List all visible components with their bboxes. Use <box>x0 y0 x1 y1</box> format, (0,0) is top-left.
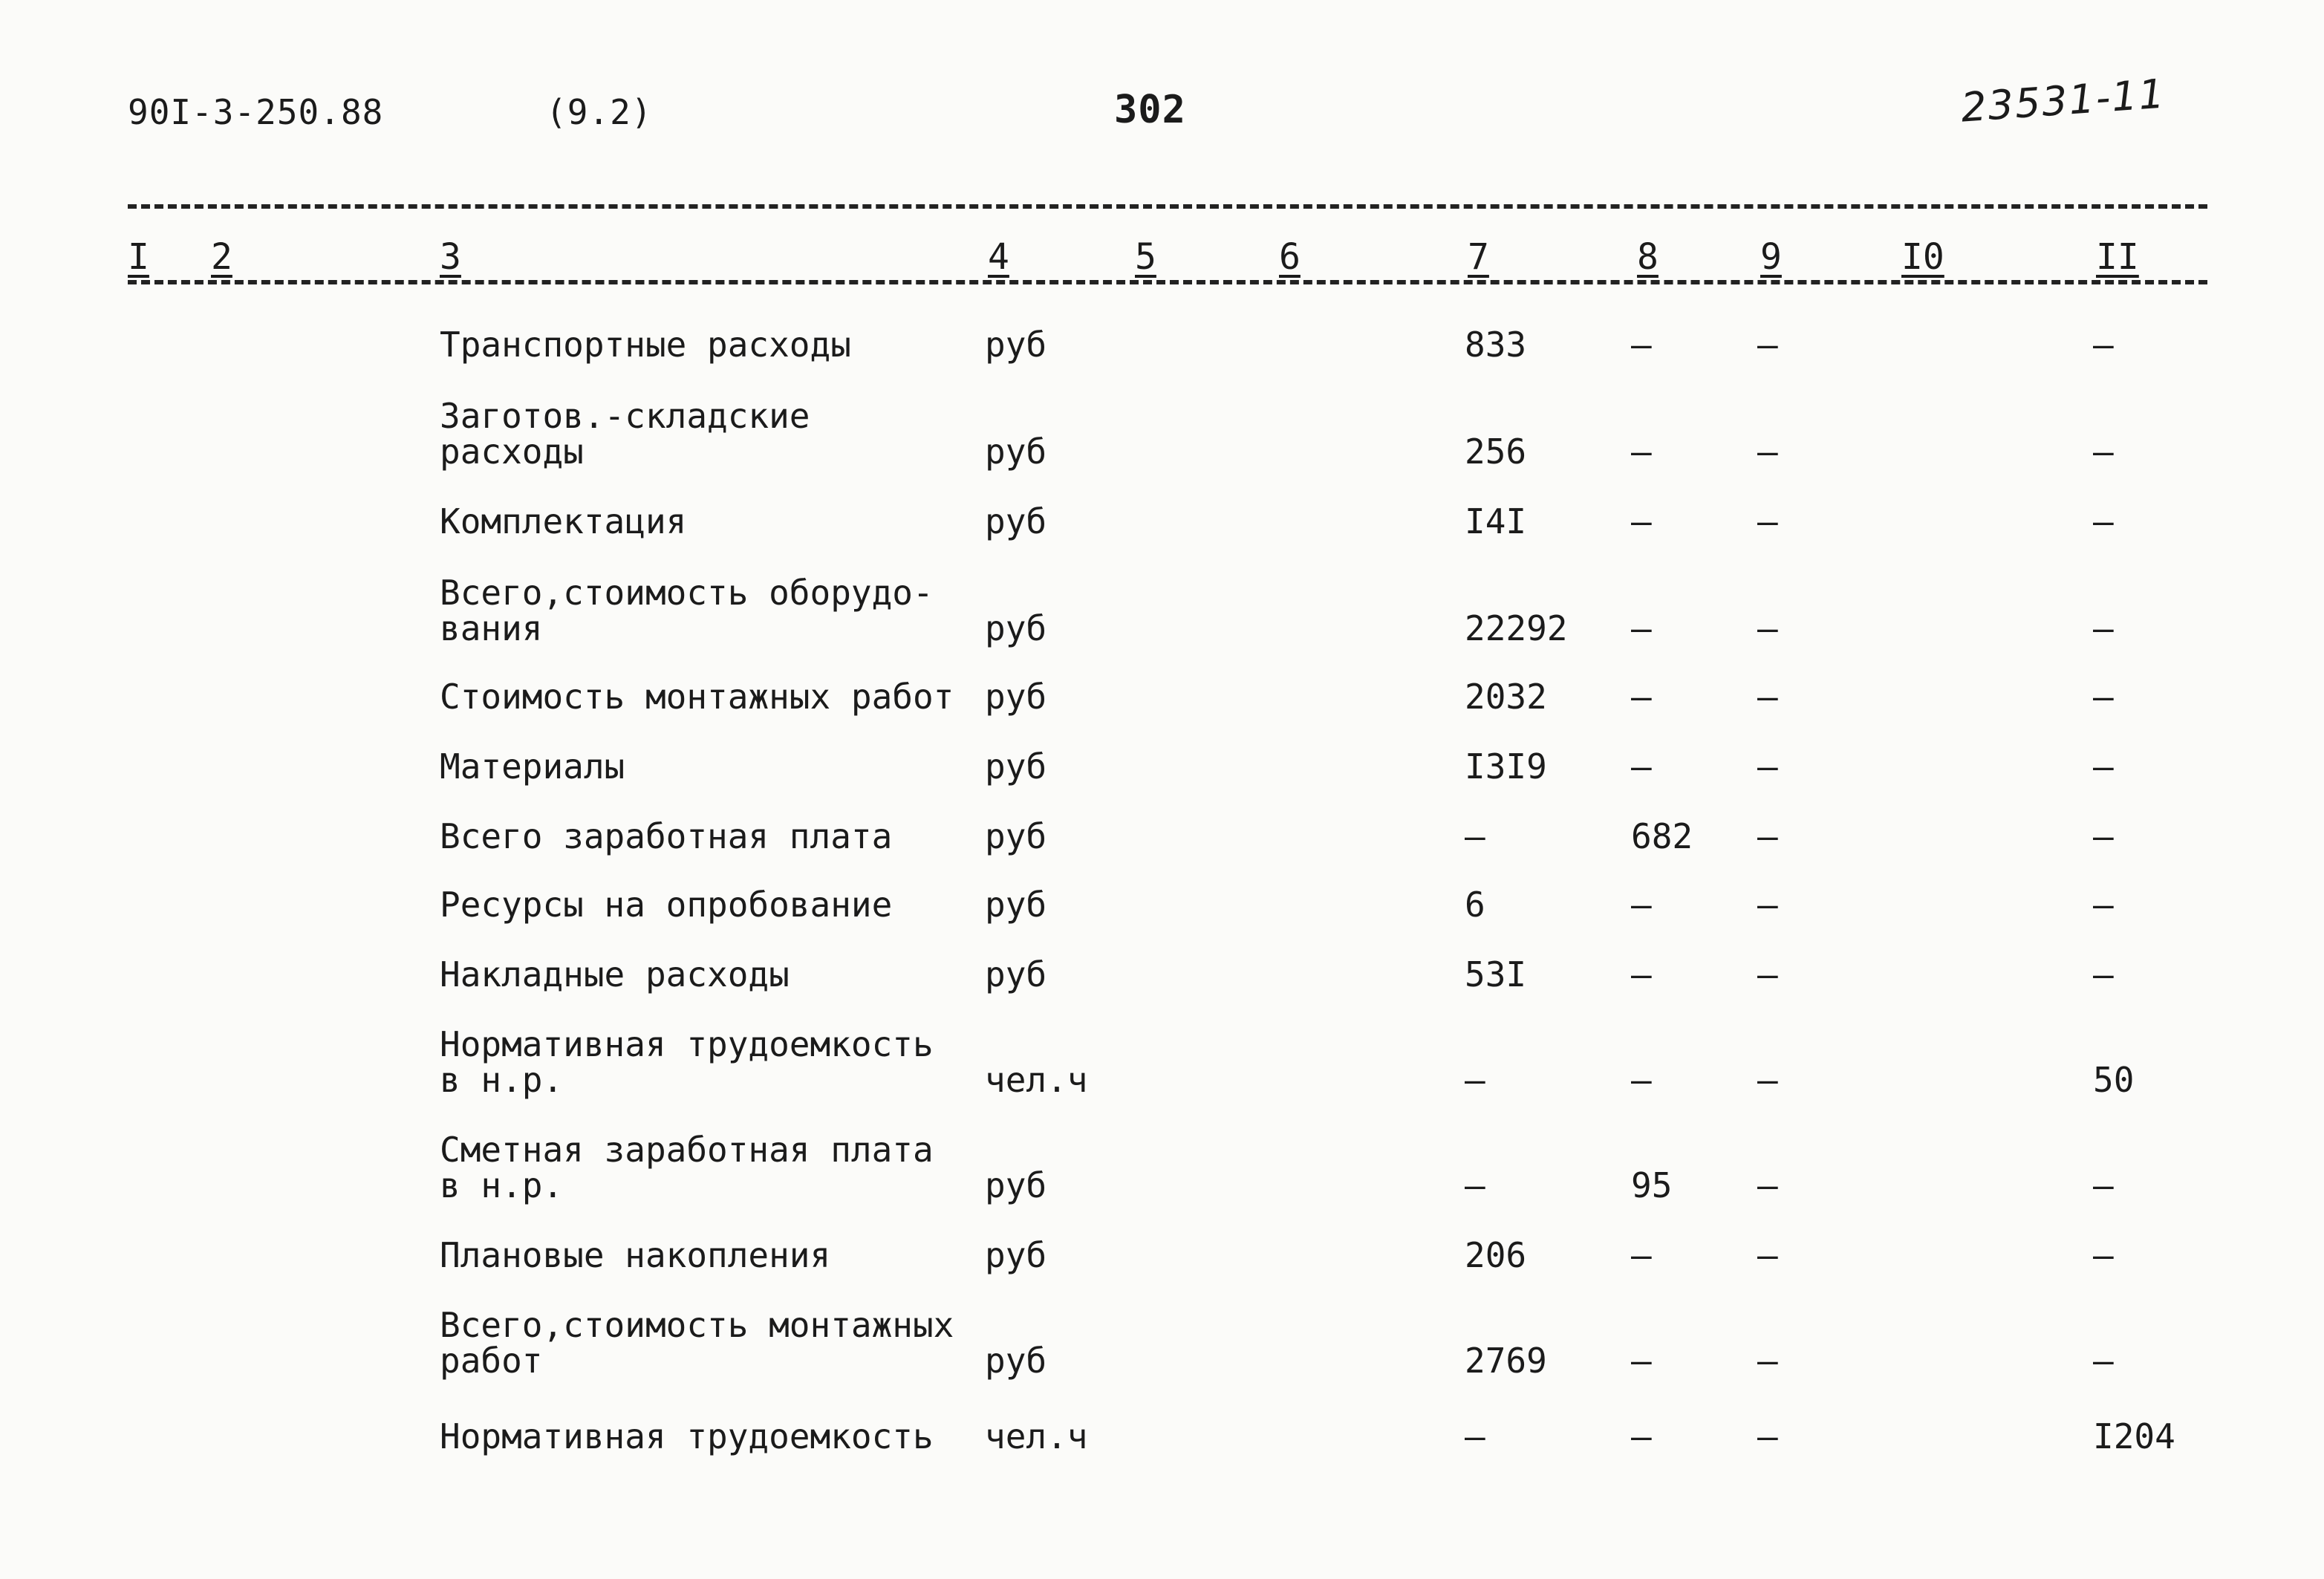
row-label: Всего,стоимость оборудо- вания <box>440 573 934 648</box>
row-label: Материалы <box>440 746 625 787</box>
row-value-col11: – <box>2093 501 2114 541</box>
row-unit: руб <box>985 608 1047 648</box>
section-number: (9.2) <box>546 92 653 132</box>
row-value-col7: 206 <box>1465 1235 1527 1275</box>
row-value-col7: 833 <box>1465 325 1527 365</box>
row-value-col9: – <box>1757 325 1778 365</box>
column-header-5: 5 <box>1135 236 1156 278</box>
row-value-col7: – <box>1465 1165 1485 1205</box>
row-unit: чел.ч <box>985 1060 1088 1100</box>
row-value-col7: – <box>1465 1060 1485 1100</box>
row-value-col8: – <box>1631 954 1652 994</box>
column-header-1: I <box>128 236 149 278</box>
row-value-col8: – <box>1631 746 1652 787</box>
row-value-col11: – <box>2093 432 2114 472</box>
row-unit: руб <box>985 746 1047 787</box>
handwritten-id: 23531-11 <box>1959 70 2167 131</box>
column-header-7: 7 <box>1468 236 1489 278</box>
row-value-col9: – <box>1757 501 1778 541</box>
row-value-col7: 53I <box>1465 954 1527 994</box>
row-value-col9: – <box>1757 1060 1778 1100</box>
column-header-rule <box>128 280 2207 284</box>
row-value-col8: – <box>1631 501 1652 541</box>
row-unit: руб <box>985 885 1047 925</box>
row-value-col9: – <box>1757 746 1778 787</box>
row-unit: руб <box>985 1165 1047 1205</box>
row-value-col11: – <box>2093 677 2114 717</box>
row-value-col9: – <box>1757 1416 1778 1456</box>
row-value-col9: – <box>1757 1341 1778 1381</box>
row-unit: руб <box>985 954 1047 994</box>
row-unit: руб <box>985 325 1047 365</box>
column-header-10: I0 <box>1901 236 1944 278</box>
row-label: Всего заработная плата <box>440 816 893 856</box>
row-label: Сметная заработная плата в н.р. <box>440 1130 934 1205</box>
row-value-col9: – <box>1757 816 1778 856</box>
row-unit: руб <box>985 432 1047 472</box>
row-value-col7: – <box>1465 816 1485 856</box>
row-value-col11: – <box>2093 746 2114 787</box>
column-header-3: 3 <box>440 236 461 278</box>
row-value-col8: 682 <box>1631 816 1693 856</box>
row-unit: руб <box>985 816 1047 856</box>
row-value-col8: – <box>1631 1341 1652 1381</box>
row-value-col8: – <box>1631 1060 1652 1100</box>
row-value-col9: – <box>1757 608 1778 648</box>
row-value-col7: I3I9 <box>1465 746 1547 787</box>
row-value-col11: 50 <box>2093 1060 2135 1100</box>
row-value-col9: – <box>1757 432 1778 472</box>
row-unit: руб <box>985 1235 1047 1275</box>
row-value-col9: – <box>1757 885 1778 925</box>
row-label: Ресурсы на опробование <box>440 885 893 925</box>
row-value-col11: I204 <box>2093 1416 2175 1456</box>
row-value-col8: – <box>1631 1235 1652 1275</box>
row-value-col9: – <box>1757 1165 1778 1205</box>
row-value-col11: – <box>2093 1235 2114 1275</box>
row-unit: руб <box>985 501 1047 541</box>
row-value-col8: – <box>1631 677 1652 717</box>
row-label: Нормативная трудоемкость в н.р. <box>440 1024 934 1100</box>
row-label: Комплектация <box>440 501 687 541</box>
row-value-col11: – <box>2093 954 2114 994</box>
row-value-col11: – <box>2093 1165 2114 1205</box>
row-label: Стоимость монтажных работ <box>440 677 954 717</box>
row-value-col9: – <box>1757 1235 1778 1275</box>
row-value-col7: I4I <box>1465 501 1527 541</box>
row-label: Накладные расходы <box>440 954 790 994</box>
row-value-col9: – <box>1757 954 1778 994</box>
row-value-col7: – <box>1465 1416 1485 1456</box>
row-unit: руб <box>985 677 1047 717</box>
row-value-col7: 22292 <box>1465 608 1568 648</box>
column-header-9: 9 <box>1760 236 1782 278</box>
row-label: Заготов.-складские расходы <box>440 396 810 472</box>
row-label: Всего,стоимость монтажных работ <box>440 1305 954 1381</box>
row-label: Нормативная трудоемкость <box>440 1416 934 1456</box>
row-value-col8: – <box>1631 1416 1652 1456</box>
row-unit: чел.ч <box>985 1416 1088 1456</box>
row-value-col7: 6 <box>1465 885 1485 925</box>
column-header-6: 6 <box>1279 236 1301 278</box>
row-label: Плановые накопления <box>440 1235 831 1275</box>
document-code: 90I-3-250.88 <box>128 92 384 132</box>
column-header-4: 4 <box>988 236 1009 278</box>
row-value-col7: 2769 <box>1465 1341 1547 1381</box>
row-value-col8: – <box>1631 325 1652 365</box>
row-value-col11: – <box>2093 1341 2114 1381</box>
row-value-col7: 2032 <box>1465 677 1547 717</box>
row-value-col8: – <box>1631 608 1652 648</box>
row-value-col11: – <box>2093 885 2114 925</box>
column-header-11: II <box>2096 236 2139 278</box>
row-value-col7: 256 <box>1465 432 1527 472</box>
row-value-col11: – <box>2093 325 2114 365</box>
row-value-col8: – <box>1631 432 1652 472</box>
row-value-col8: – <box>1631 885 1652 925</box>
row-value-col9: – <box>1757 677 1778 717</box>
row-value-col8: 95 <box>1631 1165 1673 1205</box>
row-value-col11: – <box>2093 816 2114 856</box>
column-header-8: 8 <box>1637 236 1659 278</box>
row-value-col11: – <box>2093 608 2114 648</box>
page-number: 302 <box>1114 88 1186 132</box>
row-label: Транспортные расходы <box>440 325 851 365</box>
table-top-rule <box>128 204 2207 209</box>
row-unit: руб <box>985 1341 1047 1381</box>
column-header-2: 2 <box>211 236 232 278</box>
